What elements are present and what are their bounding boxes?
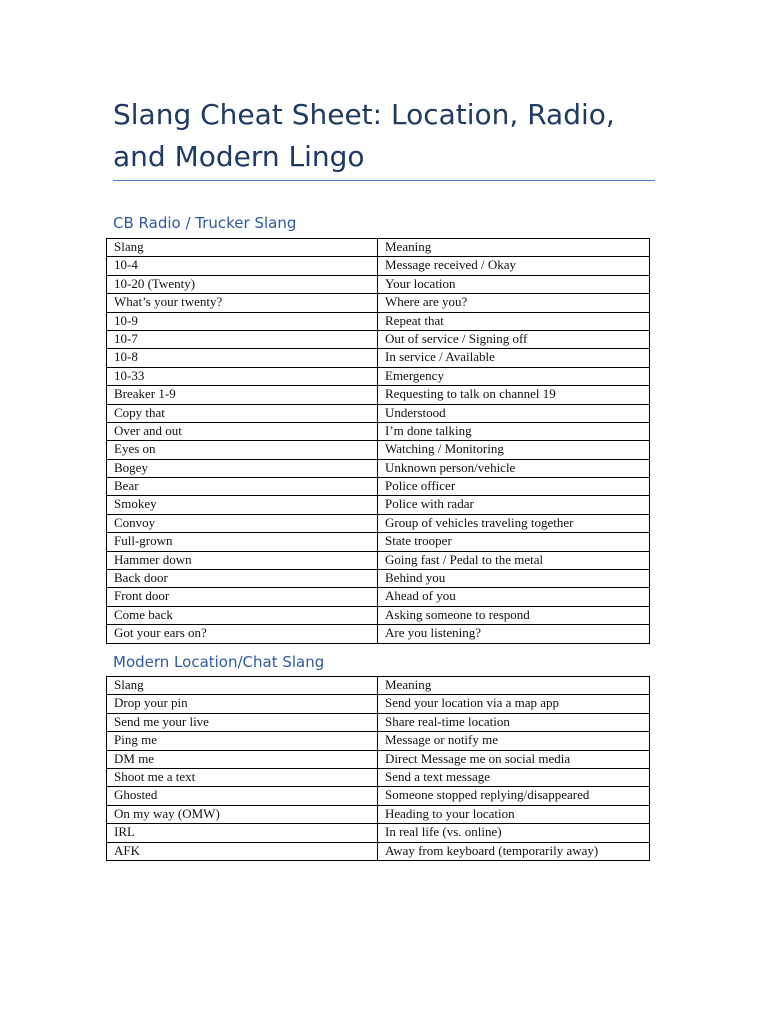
table-row — [107, 514, 650, 532]
slang-cell: 10-7 — [107, 330, 378, 348]
table-row — [107, 805, 650, 823]
table-row — [107, 275, 650, 293]
meaning-cell: Out of service / Signing off — [378, 330, 650, 348]
document-title: Slang Cheat Sheet: Location, Radio, and Modern Lingo — [113, 98, 615, 173]
slang-cell: Full-grown — [107, 533, 378, 551]
slang-cell: Ghosted — [107, 787, 378, 805]
slang-cell: Drop your pin — [107, 695, 378, 713]
slang-cell: Breaker 1-9 — [107, 386, 378, 404]
meaning-cell: Message received / Okay — [378, 257, 650, 275]
slang-cell: Hammer down — [107, 551, 378, 569]
slang-cell: AFK — [107, 842, 378, 860]
meaning-cell: Direct Message me on social media — [378, 750, 650, 768]
slang-cell: Ping me — [107, 732, 378, 750]
meaning-cell: Heading to your location — [378, 805, 650, 823]
slang-cell: Got your ears on? — [107, 625, 378, 643]
meaning-cell: Someone stopped replying/disappeared — [378, 787, 650, 805]
meaning-cell: Send your location via a map app — [378, 695, 650, 713]
table-row — [107, 294, 650, 312]
slang-cell: Bear — [107, 478, 378, 496]
slang-cell: Smokey — [107, 496, 378, 514]
meaning-cell: I’m done talking — [378, 422, 650, 440]
slang-cell: 10-9 — [107, 312, 378, 330]
meaning-cell: Group of vehicles traveling together — [378, 514, 650, 532]
meaning-cell: Going fast / Pedal to the metal — [378, 551, 650, 569]
table-row — [107, 367, 650, 385]
slang-cell: Eyes on — [107, 441, 378, 459]
meaning-cell: Message or notify me — [378, 732, 650, 750]
table-row — [107, 842, 650, 860]
table-row — [107, 496, 650, 514]
slang-cell: Come back — [107, 606, 378, 624]
table-row — [107, 606, 650, 624]
slang-cell: Over and out — [107, 422, 378, 440]
table-row — [107, 349, 650, 367]
table-row — [107, 625, 650, 643]
table-row — [107, 551, 650, 569]
table-header-row — [107, 677, 650, 695]
table-row — [107, 441, 650, 459]
meaning-cell: Behind you — [378, 570, 650, 588]
slang-cell: Bogey — [107, 459, 378, 477]
meaning-cell: In service / Available — [378, 349, 650, 367]
table-row — [107, 695, 650, 713]
meaning-cell: Meaning — [378, 239, 650, 257]
slang-cell: On my way (OMW) — [107, 805, 378, 823]
slang-cell: Front door — [107, 588, 378, 606]
title-underline-rule — [113, 180, 655, 181]
section-heading-cb-radio: CB Radio / Trucker Slang — [113, 214, 297, 232]
table-header-row — [107, 239, 650, 257]
meaning-cell: State trooper — [378, 533, 650, 551]
cb-radio-slang-table — [106, 238, 650, 644]
meaning-cell: Requesting to talk on channel 19 — [378, 386, 650, 404]
meaning-cell: Watching / Monitoring — [378, 441, 650, 459]
meaning-cell: Share real-time location — [378, 713, 650, 731]
meaning-cell: Ahead of you — [378, 588, 650, 606]
slang-cell: IRL — [107, 824, 378, 842]
slang-cell: 10-20 (Twenty) — [107, 275, 378, 293]
table-row — [107, 459, 650, 477]
slang-cell: Slang — [107, 677, 378, 695]
table-row — [107, 732, 650, 750]
table-row — [107, 768, 650, 786]
table-row — [107, 713, 650, 731]
table-row — [107, 787, 650, 805]
slang-cell: What’s your twenty? — [107, 294, 378, 312]
meaning-cell: In real life (vs. online) — [378, 824, 650, 842]
table-row — [107, 533, 650, 551]
table-row — [107, 570, 650, 588]
slang-cell: Slang — [107, 239, 378, 257]
table-row — [107, 588, 650, 606]
slang-cell: Convoy — [107, 514, 378, 532]
table-row — [107, 312, 650, 330]
meaning-cell: Are you listening? — [378, 625, 650, 643]
slang-cell: 10-33 — [107, 367, 378, 385]
meaning-cell: Emergency — [378, 367, 650, 385]
meaning-cell: Where are you? — [378, 294, 650, 312]
meaning-cell: Your location — [378, 275, 650, 293]
slang-cell: Send me your live — [107, 713, 378, 731]
table-row — [107, 478, 650, 496]
modern-slang-table — [106, 676, 650, 861]
meaning-cell: Police with radar — [378, 496, 650, 514]
meaning-cell: Send a text message — [378, 768, 650, 786]
meaning-cell: Police officer — [378, 478, 650, 496]
slang-cell: 10-8 — [107, 349, 378, 367]
slang-cell: Back door — [107, 570, 378, 588]
table-row — [107, 750, 650, 768]
slang-cell: Copy that — [107, 404, 378, 422]
meaning-cell: Away from keyboard (temporarily away) — [378, 842, 650, 860]
slang-cell: DM me — [107, 750, 378, 768]
table-row — [107, 386, 650, 404]
meaning-cell: Meaning — [378, 677, 650, 695]
meaning-cell: Understood — [378, 404, 650, 422]
table-row — [107, 422, 650, 440]
section-heading-modern-slang: Modern Location/Chat Slang — [113, 653, 325, 671]
table-row — [107, 330, 650, 348]
meaning-cell: Asking someone to respond — [378, 606, 650, 624]
meaning-cell: Unknown person/vehicle — [378, 459, 650, 477]
table-row — [107, 824, 650, 842]
slang-cell: 10-4 — [107, 257, 378, 275]
meaning-cell: Repeat that — [378, 312, 650, 330]
table-row — [107, 404, 650, 422]
table-row — [107, 257, 650, 275]
slang-cell: Shoot me a text — [107, 768, 378, 786]
